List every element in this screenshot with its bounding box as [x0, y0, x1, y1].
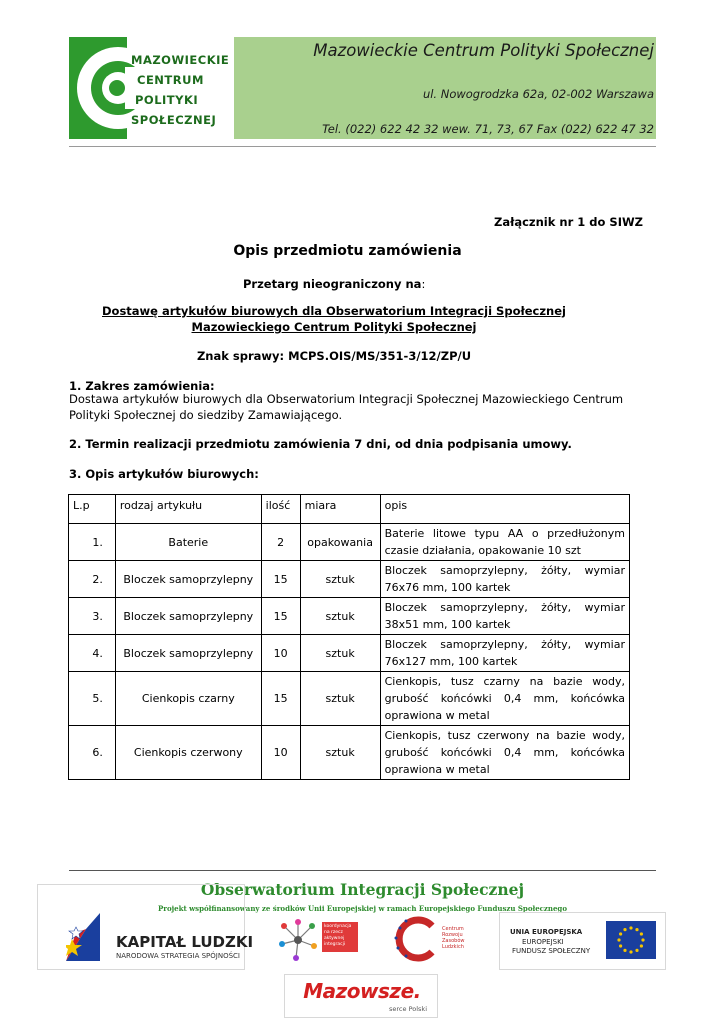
- row-qty: 15: [261, 561, 300, 598]
- tender-type: Przetarg nieograniczony na:: [243, 277, 426, 291]
- row-item: Bloczek samoprzylepny: [115, 561, 261, 598]
- kapital-ludzki-logo: [37, 884, 254, 970]
- koordynacja-logo: [276, 914, 362, 964]
- table-row: [69, 635, 630, 672]
- section-3-heading: 3. Opis artykułów biurowych:: [69, 467, 259, 481]
- row-desc: Bloczek samoprzylepny, żółty, wymiar 76x76 mm, 100 kartek: [380, 561, 629, 598]
- row-desc: Bloczek samoprzylepny, żółty, wymiar 76x127 mm, 100 kartek: [380, 635, 629, 672]
- row-qty: 10: [261, 726, 300, 780]
- org-phone: Tel. (022) 622 42 32 wew. 71, 73, 67 Fax (022) 622 47 32: [322, 122, 654, 136]
- footer-divider: [69, 870, 656, 871]
- row-item: Cienkopis czarny: [115, 672, 261, 726]
- kapital-ludzki-flag-icon: [66, 913, 100, 961]
- row-desc: Bloczek samoprzylepny, żółty, wymiar 38x51 mm, 100 kartek: [380, 598, 629, 635]
- row-unit: sztuk: [300, 635, 380, 672]
- row-desc: Baterie litowe typu AA o przedłużonym czasie działania, opakowanie 10 szt: [380, 524, 629, 561]
- attachment-label: Załącznik nr 1 do SIWZ: [493, 215, 643, 229]
- table-header-row: [69, 495, 630, 524]
- row-desc: Cienkopis, tusz czarny na bazie wody, grubość końcówki 0,4 mm, końcówka oprawiona w metal: [380, 672, 629, 726]
- row-unit: opakowania: [300, 524, 380, 561]
- row-unit: sztuk: [300, 561, 380, 598]
- koordynacja-label: koordynacja na rzecz aktywnej integracji: [322, 922, 358, 952]
- logo-text: MAZOWIECKIE CENTRUM POLITYKI SPOŁECZNEJ: [131, 53, 230, 127]
- items-table: [68, 494, 630, 780]
- eu-line-3: FUNDUSZ SPOŁECZNY: [512, 947, 591, 955]
- row-item: Cienkopis czerwony: [115, 726, 261, 780]
- footer-title: Obserwatorium Integracji Społecznej: [200, 880, 525, 899]
- row-unit: sztuk: [300, 726, 380, 780]
- org-name: Mazowieckie Centrum Polityki Społecznej: [313, 41, 654, 60]
- header-lp: L.p: [69, 495, 116, 524]
- row-lp: 3.: [69, 598, 116, 635]
- table-row: [69, 598, 630, 635]
- row-lp: 4.: [69, 635, 116, 672]
- letterhead: [69, 37, 656, 139]
- table-row: [69, 561, 630, 598]
- kapital-ludzki-subtitle: NARODOWA STRATEGIA SPÓJNOŚCI: [116, 952, 240, 960]
- row-unit: sztuk: [300, 672, 380, 726]
- network-icon: [276, 918, 320, 962]
- table-row: [69, 726, 630, 780]
- table-row: [69, 672, 630, 726]
- eu-flag-icon: [606, 921, 656, 959]
- eu-line-2: EUROPEJSKI: [522, 938, 564, 946]
- header-unit: miara: [300, 495, 380, 524]
- row-qty: 10: [261, 635, 300, 672]
- document-title: Opis przedmiotu zamówienia: [233, 243, 462, 259]
- mazowsze-title: Mazowsze.: [303, 979, 421, 1003]
- row-qty: 2: [261, 524, 300, 561]
- header-band: [234, 37, 656, 139]
- crzl-logo: [392, 912, 486, 966]
- eu-line-1: UNIA EUROPEJSKA: [510, 928, 583, 936]
- case-number: Znak sprawy: MCPS.OIS/MS/351-3/12/ZP/U: [196, 349, 472, 363]
- row-unit: sztuk: [300, 598, 380, 635]
- crzl-emblem-icon: [392, 914, 442, 964]
- org-address: ul. Nowogrodzka 62a, 02-002 Warszawa: [422, 87, 654, 101]
- header-desc: opis: [380, 495, 629, 524]
- row-item: Baterie: [115, 524, 261, 561]
- row-item: Bloczek samoprzylepny: [115, 635, 261, 672]
- section-1-heading: 1. Zakres zamówienia:: [69, 379, 215, 393]
- row-desc: Cienkopis, tusz czerwony na bazie wody, grubość końcówki 0,4 mm, końcówka oprawiona w metal: [380, 726, 629, 780]
- subject-line-2: Mazowieckiego Centrum Polityki Społecznej: [191, 320, 477, 334]
- eu-logo: [499, 912, 666, 970]
- section-2-heading: 2. Termin realizacji przedmiotu zamówienia 7 dni, od dnia podpisania umowy.: [69, 437, 572, 451]
- subject-line-1: Dostawę artykułów biurowych dla Obserwatorium Integracji Społecznej: [102, 304, 566, 318]
- header-qty: ilość: [261, 495, 300, 524]
- header-item: rodzaj artykułu: [115, 495, 261, 524]
- mazowsze-subtitle: serce Polski: [389, 1005, 427, 1013]
- footer-subtitle: Projekt współfinansowany ze środków Unii Europejskiej w ramach Europejskiego Funduszu Społecznego: [158, 904, 567, 913]
- mazowsze-logo: [284, 974, 438, 1018]
- row-lp: 6.: [69, 726, 116, 780]
- row-lp: 5.: [69, 672, 116, 726]
- mcps-logo: [69, 37, 234, 139]
- crzl-label: Centrum Rozwoju Zasobów Ludzkich: [442, 926, 465, 950]
- section-1-text: Dostawa artykułów biurowych dla Obserwatorium Integracji Społecznej Mazowieckiego Centrum Polityki Społecznej do siedziby Zamawiającego.: [69, 392, 624, 422]
- row-item: Bloczek samoprzylepny: [115, 598, 261, 635]
- table-row: [69, 524, 630, 561]
- row-lp: 1.: [69, 524, 116, 561]
- row-lp: 2.: [69, 561, 116, 598]
- row-qty: 15: [261, 598, 300, 635]
- row-qty: 15: [261, 672, 300, 726]
- kapital-ludzki-title: KAPITAŁ LUDZKI: [116, 933, 254, 951]
- header-divider: [69, 146, 656, 147]
